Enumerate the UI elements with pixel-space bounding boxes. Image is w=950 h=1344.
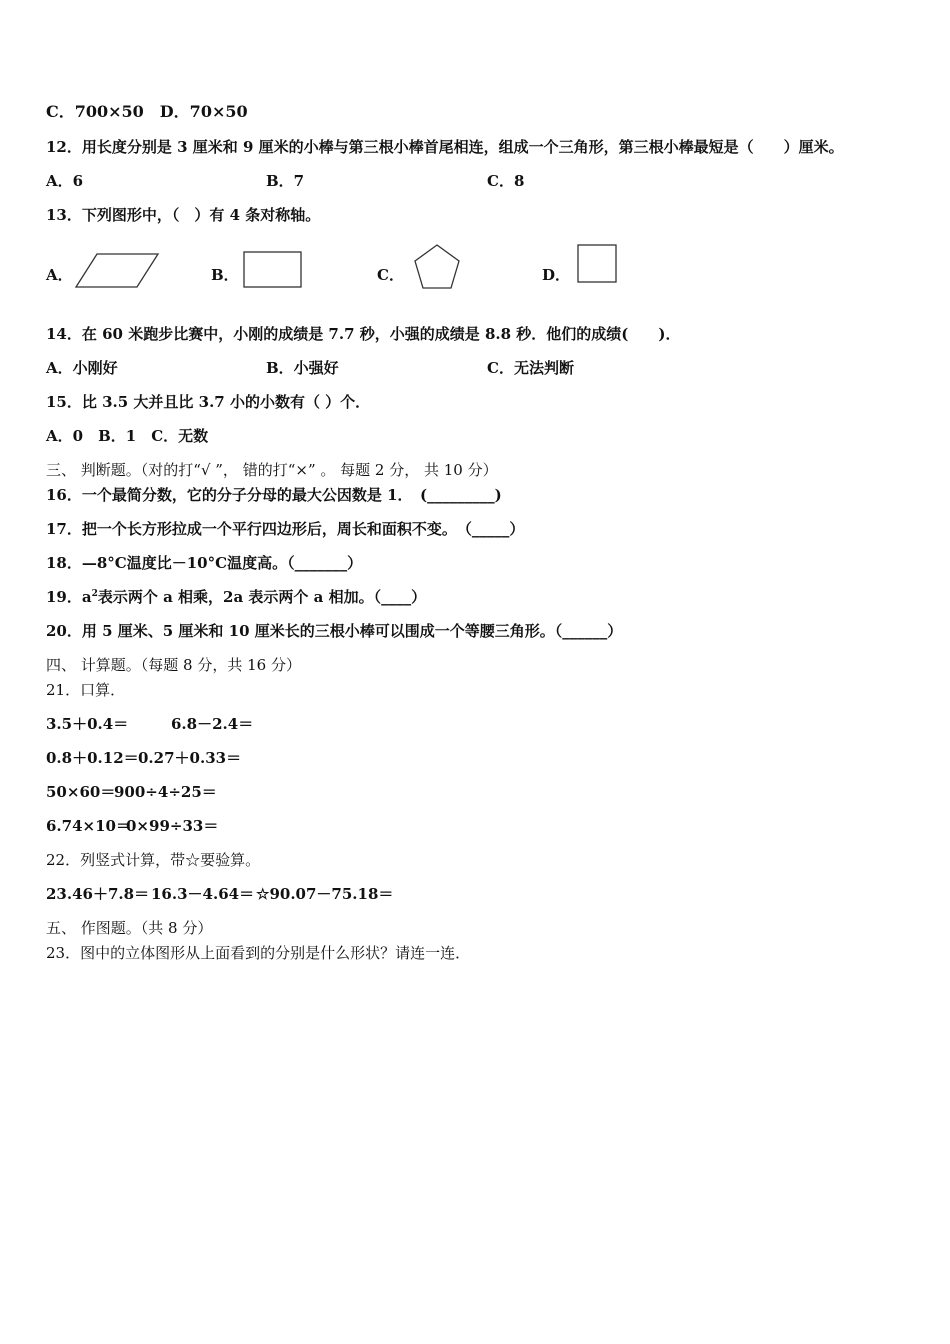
q14-option-b: B．小强好 xyxy=(266,359,339,377)
q21-item: 6.74×10＝ xyxy=(46,817,131,835)
q21-item: 50×60＝ xyxy=(46,783,116,801)
q19-statement xyxy=(46,587,426,607)
q14-option-c: C．无法判断 xyxy=(487,359,574,377)
q22-stem: 22．列竖式计算，带☆要验算。 xyxy=(46,851,261,869)
q12-option-c: C．8 xyxy=(487,172,525,190)
q15-stem: 15．比 3.5 大并且比 3.7 小的小数有（ ）个． xyxy=(46,393,371,411)
q19-pre: 19．a xyxy=(46,588,92,606)
q14-option-a: A．小刚好 xyxy=(46,359,118,377)
q17-statement: 17．把一个长方形拉成一个平行四边形后，周长和面积不变。 （_____） xyxy=(46,520,525,538)
q13-label-c: C． xyxy=(377,266,404,284)
q13-label-d: D． xyxy=(542,266,571,284)
q21-item: 0.27＋0.33＝ xyxy=(138,749,242,767)
q21-item: 0×99÷33＝ xyxy=(126,817,219,835)
section-5-heading: 五、 作图题。（共 8 分） xyxy=(46,919,213,937)
q15-options: A．0 B．1 C．无数 xyxy=(46,427,209,445)
q13-label-a: A． xyxy=(46,266,73,284)
q21-item: 900÷4÷25＝ xyxy=(114,783,217,801)
rectangle-icon xyxy=(242,250,304,290)
section-4-heading: 四、 计算题。（每题 8 分，共 16 分） xyxy=(46,656,301,674)
q22-item: 16.3－4.64＝ xyxy=(151,885,255,903)
q21-item: 3.5＋0.4＝ xyxy=(46,715,129,733)
q20-statement: 20．用 5 厘米、5 厘米和 10 厘米长的三根小棒可以围成一个等腰三角形。（______） xyxy=(46,622,623,640)
q22-item: 23.46＋7.8＝ xyxy=(46,885,150,903)
q22-item: ☆90.07－75.18＝ xyxy=(256,885,394,903)
q14-stem: 14．在 60 米跑步比赛中，小刚的成绩是 7.7 秒，小强的成绩是 8.8 秒．他们的成绩( )． xyxy=(46,325,681,343)
q13-stem: 13．下列图形中，（ ）有 4 条对称轴。 xyxy=(46,206,321,224)
q11-options-tail: C．700×50 D．70×50 xyxy=(46,102,248,121)
parallelogram-icon xyxy=(74,252,160,290)
q21-item: 6.8－2.4＝ xyxy=(171,715,254,733)
q12-option-a: A．6 xyxy=(46,172,84,190)
q12-stem: 12．用长度分别是 3 厘米和 9 厘米的小棒与第三根小棒首尾相连，组成一个三角形，第三根小棒最短是（ ）厘米。 xyxy=(46,138,844,156)
square-icon xyxy=(576,243,620,285)
q21-item: 0.8＋0.12＝ xyxy=(46,749,139,767)
pentagon-icon xyxy=(412,243,462,291)
q16-statement: 16．一个最简分数，它的分子分母的最大公因数是 1． (_________) xyxy=(46,486,502,504)
q13-label-b: B． xyxy=(211,266,239,284)
section-3-heading: 三、 判断题。（对的打“√ ”， 错的打“×” 。 每题 2 分， 共 10 分） xyxy=(46,461,498,479)
q19-exponent: 2 xyxy=(91,589,98,599)
q12-option-b: B．7 xyxy=(266,172,305,190)
q21-stem: 21．口算． xyxy=(46,681,126,699)
q18-statement: 18．—8°C温度比－10°C温度高。（_______） xyxy=(46,554,363,572)
q23-stem: 23．图中的立体图形从上面看到的分别是什么形状？请连一连． xyxy=(46,944,471,962)
q19-post: 表示两个 a 相乘，2a 表示两个 a 相加。（____） xyxy=(97,588,427,606)
